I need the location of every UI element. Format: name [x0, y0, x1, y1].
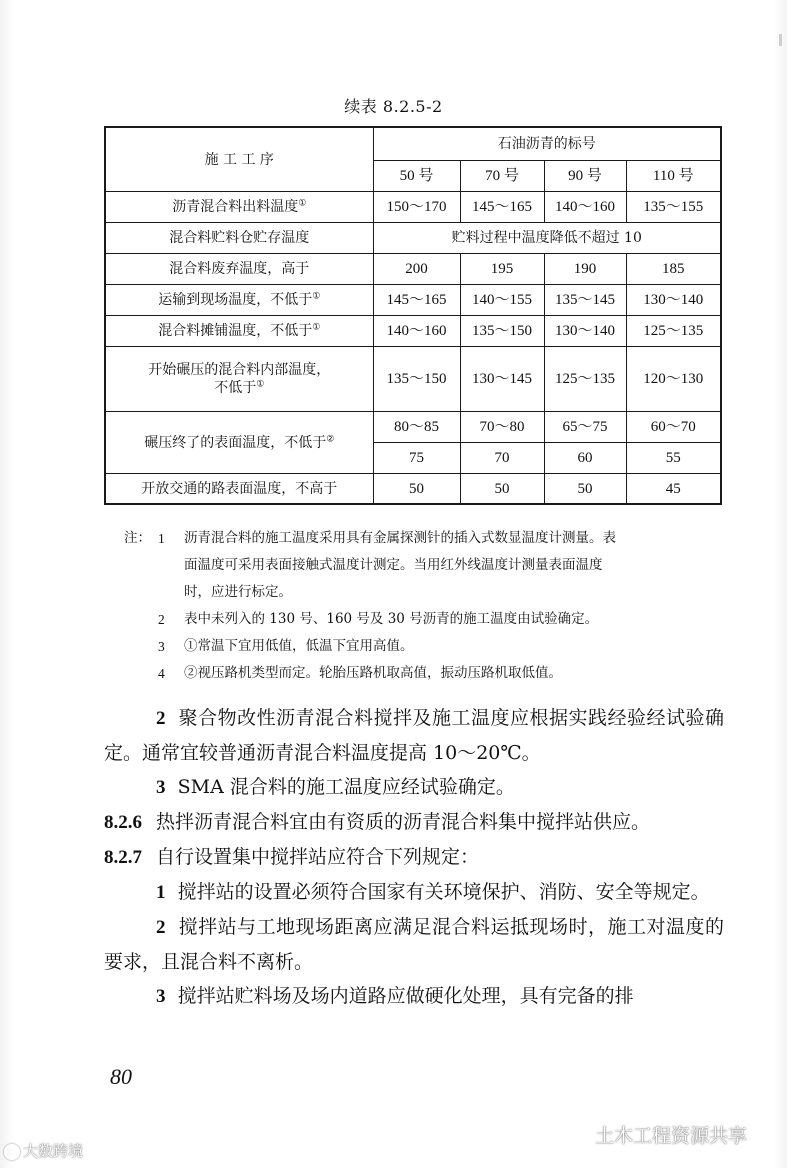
note-number: 2: [158, 612, 165, 627]
note-line: 沥青混合料的施工温度采用具有金属探测针的插入式数显温度计测量。表: [184, 530, 616, 546]
header-grade: 50 号: [373, 161, 460, 192]
note-number: 4: [158, 666, 165, 681]
table-cell: 145～165: [460, 192, 544, 223]
watermark-left-text: 大数跨境: [23, 1142, 84, 1160]
paragraph-text: 搅拌站贮料场及场内道路应做硬化处理，具有完备的排: [177, 985, 634, 1007]
watermark-right-text: 土木工程资源共享: [595, 1125, 748, 1147]
table-cell: 135～150: [373, 347, 460, 412]
row-label: 混合料废弃温度，高于: [105, 254, 373, 285]
row-label: 开始碾压的混合料内部温度， 不低于①: [105, 347, 373, 412]
table-cell: 135～150: [460, 316, 544, 347]
paragraph: [104, 979, 724, 1014]
header-grade: 110 号: [626, 161, 721, 192]
table-cell: 50: [460, 474, 544, 505]
watermark-right: [563, 1121, 747, 1148]
page-tab-mark: [779, 34, 782, 46]
wechat-icon: [563, 1126, 589, 1148]
watermark-left: [4, 1140, 83, 1161]
paragraph: [104, 770, 724, 805]
header-process: 施 工 工 序: [105, 127, 373, 192]
header-grade: 70 号: [460, 161, 544, 192]
paragraph: [104, 875, 724, 910]
table-cell: 200: [373, 254, 460, 285]
table-cell: 140～160: [544, 192, 626, 223]
temperature-table: [104, 126, 722, 505]
clause: [104, 805, 724, 840]
clause-text: 自行设置集中搅拌站应符合下列规定：: [156, 846, 480, 868]
table-cell: 140～160: [373, 316, 460, 347]
table-row: [105, 316, 721, 347]
footnote-mark: ①: [298, 198, 307, 209]
table-cell: 125～135: [626, 316, 721, 347]
row-label: 开放交通的路表面温度，不高于: [105, 474, 373, 505]
note-number: 3: [158, 639, 165, 654]
header-grade-group: 石油沥青的标号: [373, 127, 721, 161]
footnote-mark: ①: [312, 322, 321, 333]
table-cell: 135～145: [544, 285, 626, 316]
page-number: 80: [110, 1064, 132, 1089]
paragraph-text: SMA 混合料的施工温度应经试验确定。: [177, 776, 515, 798]
clause-text: 热拌沥青混合料宜由有资质的沥青混合料集中搅拌站供应。: [156, 811, 651, 833]
table-cell: 140～155: [460, 285, 544, 316]
table-cell: 190: [544, 254, 626, 285]
table-cell: 150～170: [373, 192, 460, 223]
table-cell: 145～165: [373, 285, 460, 316]
item-number: 2: [156, 917, 166, 938]
table-cell: 45: [626, 474, 721, 505]
table-row: [105, 254, 721, 285]
table-row: [105, 192, 721, 223]
paragraph: [104, 701, 724, 770]
table-row: [105, 285, 721, 316]
note-item: [124, 606, 728, 633]
row-label: 混合料摊铺温度，不低于①: [105, 316, 373, 347]
table-cell: 65～75: [544, 412, 626, 443]
table-cell: 60: [544, 443, 626, 474]
row-label: 沥青混合料出料温度①: [105, 192, 373, 223]
table-cell: 60～70: [626, 412, 721, 443]
paragraph-text: 搅拌站的设置必须符合国家有关环境保护、消防、安全等规定。: [177, 881, 710, 903]
note-line: ②视压路机类型而定。轮胎压路机取高值，振动压路机取低值。: [184, 665, 562, 681]
table-cell: 55: [626, 443, 721, 474]
table-cell: 50: [373, 474, 460, 505]
note-item: [124, 660, 728, 687]
body-text: [104, 701, 724, 1014]
table-cell-span: 贮料过程中温度降低不超过 10: [373, 223, 721, 254]
table-notes: [124, 525, 728, 687]
table-caption: 续表 8.2.5-2: [344, 97, 443, 116]
note-line: 面温度可采用表面接触式温度计测定。当用红外线温度计测量表面温度: [184, 557, 603, 573]
table-cell: 50: [544, 474, 626, 505]
footnote-mark: ①: [312, 291, 321, 302]
table-row: [105, 347, 721, 412]
note-item: [124, 633, 728, 660]
note-line: ①常温下宜用低值，低温下宜用高值。: [184, 638, 414, 654]
footnote-mark: ①: [256, 379, 265, 390]
row-label: 混合料贮料仓贮存温度: [105, 223, 373, 254]
table-row: [105, 474, 721, 505]
ring-logo-icon: [4, 1144, 20, 1160]
table-cell: 125～135: [544, 347, 626, 412]
row-label: 碾压终了的表面温度，不低于②: [105, 412, 373, 474]
notes-prefix: 注：: [124, 530, 151, 546]
note-line: 表中未列入的 130 号、160 号及 30 号沥青的施工温度由试验确定。: [184, 611, 599, 627]
clause: [104, 840, 724, 875]
note-number: 1: [158, 531, 165, 546]
clause-number: 8.2.7: [104, 847, 142, 868]
table-cell: 75: [373, 443, 460, 474]
note-line: 时，应进行标定。: [184, 584, 292, 600]
table-header-row: [105, 127, 721, 161]
table-cell: 130～145: [460, 347, 544, 412]
item-number: 1: [156, 882, 166, 903]
table-cell: 135～155: [626, 192, 721, 223]
table-cell: 185: [626, 254, 721, 285]
item-number: 3: [156, 777, 166, 798]
paragraph: [104, 910, 724, 979]
table-cell: 130～140: [626, 285, 721, 316]
table-cell: 70～80: [460, 412, 544, 443]
footnote-mark: ②: [326, 433, 335, 444]
note-item: [124, 525, 728, 606]
table-cell: 195: [460, 254, 544, 285]
header-grade: 90 号: [544, 161, 626, 192]
table-cell: 120～130: [626, 347, 721, 412]
row-label: 运输到现场温度，不低于①: [105, 285, 373, 316]
item-number: 2: [156, 708, 166, 729]
item-number: 3: [156, 986, 166, 1007]
paragraph-text: 搅拌站与工地现场距离应满足混合料运抵现场时，施工对温度的要求，且混合料不离析。: [104, 916, 724, 973]
table-row: [105, 223, 721, 254]
table-cell: 80～85: [373, 412, 460, 443]
table-row: [105, 412, 721, 443]
paragraph-text: 聚合物改性沥青混合料搅拌及施工温度应根据实践经验经试验确定。通常宜较普通沥青混合料温度提高 10～20℃。: [104, 707, 724, 764]
table-cell: 70: [460, 443, 544, 474]
clause-number: 8.2.6: [104, 812, 142, 833]
table-cell: 130～140: [544, 316, 626, 347]
